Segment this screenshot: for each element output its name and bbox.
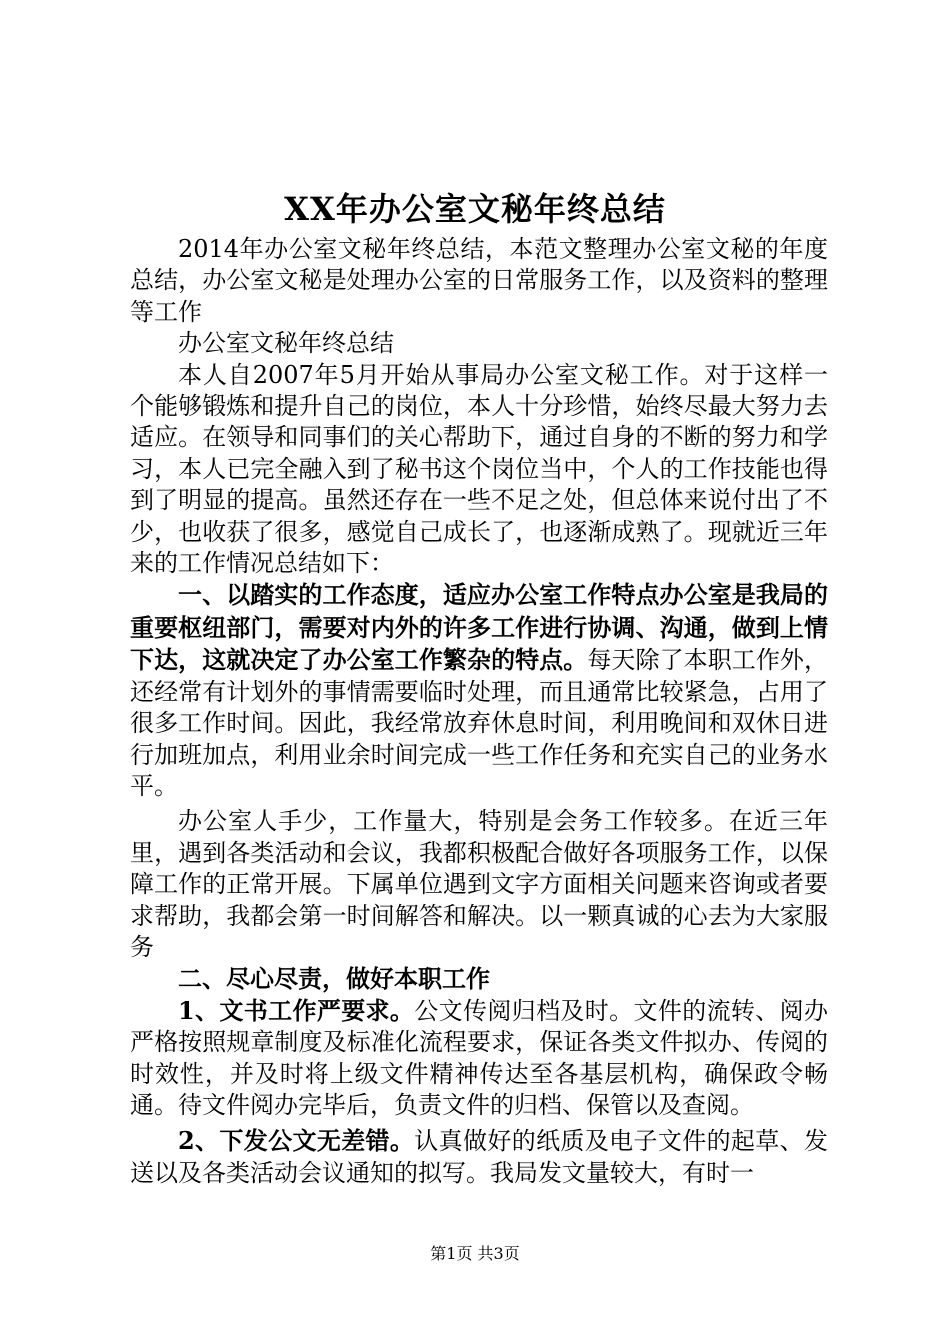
body-paragraph-2: 办公室人手少，工作量大，特别是会务工作较多。在近三年里，遇到各类活动和会议，我都积极配合做好各项服务工作，以保障工作的正常开展。下属单位遇到文字方面相关问题来咨询或者要求帮助，我都会第一时间解答和解决。以一颗真诚的心去为大家服务 [130,807,828,961]
subtitle-paragraph: 办公室文秘年终总结 [178,329,394,358]
document-body [130,234,828,1189]
item-1-text: 公文传阅归档及时。文件的流转、阅办严格按照规章制度及标准化流程要求，保证各类文件拟办、传阅的时效性，并及时将上级文件精神传达至各基层机构，确保政令畅通。待文件阅办完毕后，负责文件的归档、保管以及查阅。 [130,996,829,1119]
item-1-heading: 1、文书工作严要求。 [178,995,415,1025]
intro-paragraph: 2014年办公室文秘年终总结，本范文整理办公室文秘的年度总结，办公室文秘是处理办公室的日常服务工作，以及资料的整理等工作 [130,235,828,326]
document-title: XX年办公室文秘年终总结 [284,190,666,228]
body-paragraph-1: 本人自2007年5月开始从事局办公室文秘工作。对于这样一个能够锻炼和提升自己的岗位，本人十分珍惜，始终尽最大努力去适应。在领导和同事们的关心帮助下，通过自身的不断的努力和学习，本人已完全融入到了秘书这个岗位当中，个人的工作技能也得到了明显的提高。虽然还存在一些不足之处，但总体来说付出了不少，也收获了很多，感觉自己成长了，也逐渐成熟了。现就近三年来的工作情况总结如下： [130,360,828,578]
item-2-paragraph [130,1125,828,1189]
section-1-text: 每天除了本职工作外，还经常有计划外的事情需要临时处理，而且通常比较紧急，占用了很多工作时间。因此，我经常放弃休息时间，利用晚间和双休日进行加班加点，利用业余时间完成一些工作任务和充实自己的业务水平。 [130,646,829,800]
item-1-paragraph [130,995,828,1122]
section-2-heading: 二、尽心尽责，做好本职工作 [178,964,490,994]
item-2-heading: 2、下发公文无差错。 [178,1126,415,1156]
section-1-heading: 一、以踏实的工作态度，适应办公室工作特点办公室是我局的重要枢纽部门，需要对内外的许多工作进行协调、沟通，做到上情下达，这就决定了办公室工作繁杂的特点。 [130,580,828,675]
item-2-text: 认真做好的纸质及电子文件的起草、发送以及各类活动会议通知的拟写。我局发文量较大，有时一 [130,1127,829,1187]
page-footer: 第1页 共3页 [430,1244,520,1263]
section-1-paragraph [130,579,828,802]
